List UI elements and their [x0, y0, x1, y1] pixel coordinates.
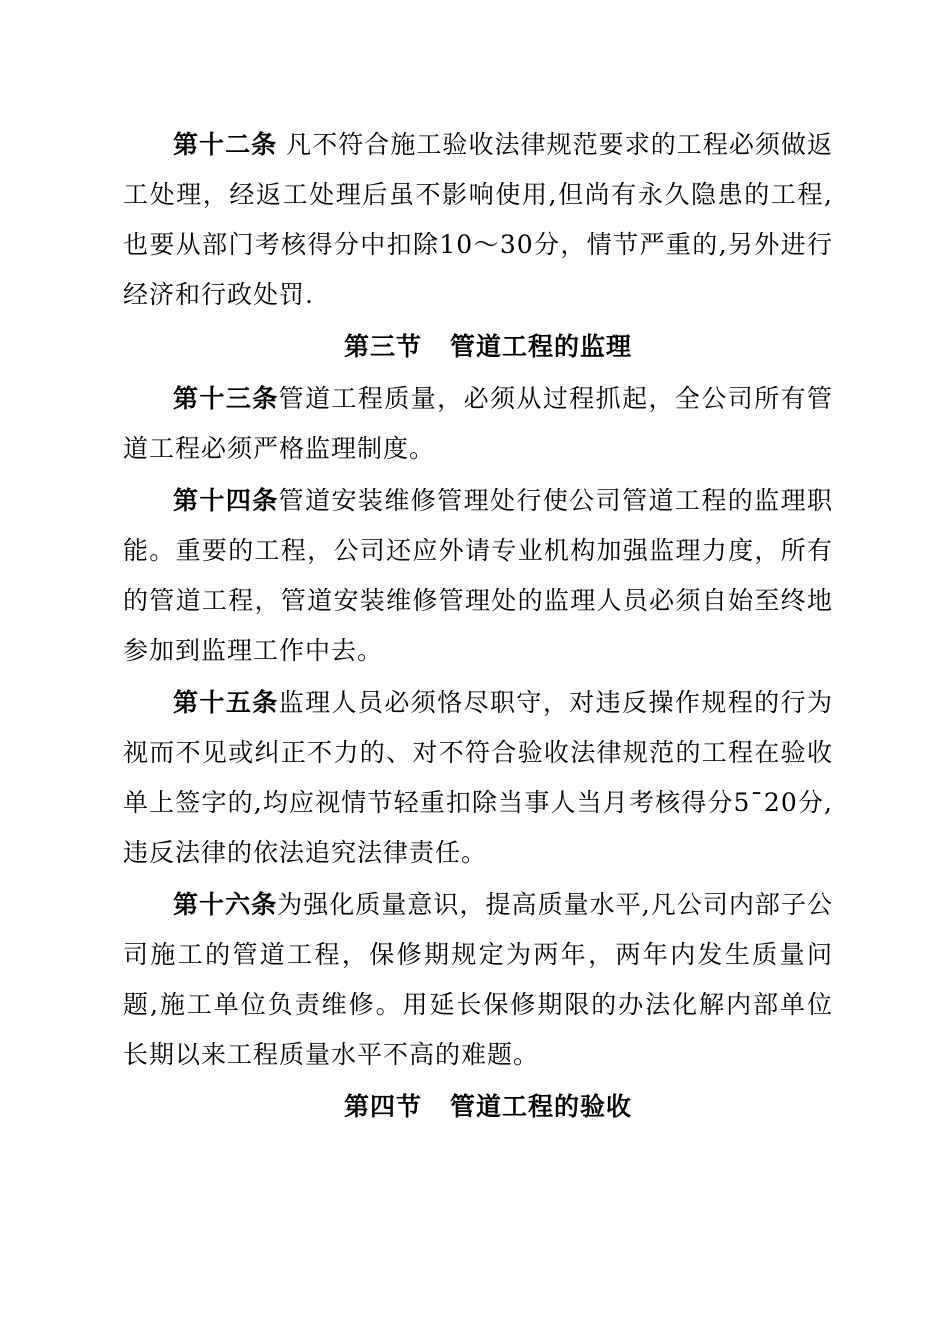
- article-number: 第十四条: [173, 486, 279, 515]
- article-number: 第十三条: [173, 384, 279, 413]
- article-text: 管道工程质量，必须从过程抓起，全公司所有管道工程必须严格监理制度。: [123, 384, 833, 463]
- article-13: [123, 374, 833, 474]
- document-page: [123, 120, 833, 1132]
- article-12: [123, 120, 833, 320]
- article-text: 管道安装维修管理处行使公司管道工程的监理职能。重要的工程，公司还应外请专业机构加强监理力度，所有的管道工程，管道安装维修管理处的监理人员必须自始至终地参加到监理工作中去。: [123, 486, 833, 665]
- article-15: [123, 678, 833, 878]
- article-number: 第十六条: [173, 890, 278, 919]
- article-text: 凡不符合施工验收法律规范要求的工程必须做返工处理，经返工处理后虽不影响使用,但尚有永久隐患的工程,也要从部门考核得分中扣除10～30分，情节严重的,另外进行经济和行政处罚.: [123, 130, 833, 309]
- section-heading-3: [123, 322, 833, 372]
- article-number: 第十五条: [173, 688, 279, 717]
- section-heading-4: [123, 1082, 833, 1132]
- article-16: [123, 880, 833, 1080]
- article-number: 第十二条: [173, 130, 278, 159]
- section-title: 管道工程的监理: [450, 332, 633, 361]
- article-text: 为强化质量意识，提高质量水平,凡公司内部子公司施工的管道工程，保修期规定为两年，两年内发生质量问题,施工单位负责维修。用延长保修期限的办法化解内部单位长期以来工程质量水平不高的难题。: [123, 890, 833, 1069]
- article-text: 监理人员必须恪尽职守，对违反操作规程的行为视而不见或纠正不力的、对不符合验收法律规范的工程在验收单上签字的,均应视情节轻重扣除当事人当月考核得分5¯20分,违反法律的依法追究法律责任。: [123, 688, 833, 867]
- section-title: 管道工程的验收: [450, 1092, 633, 1121]
- section-number: 第四节: [343, 1092, 422, 1121]
- section-number: 第三节: [343, 332, 422, 361]
- article-14: [123, 476, 833, 676]
